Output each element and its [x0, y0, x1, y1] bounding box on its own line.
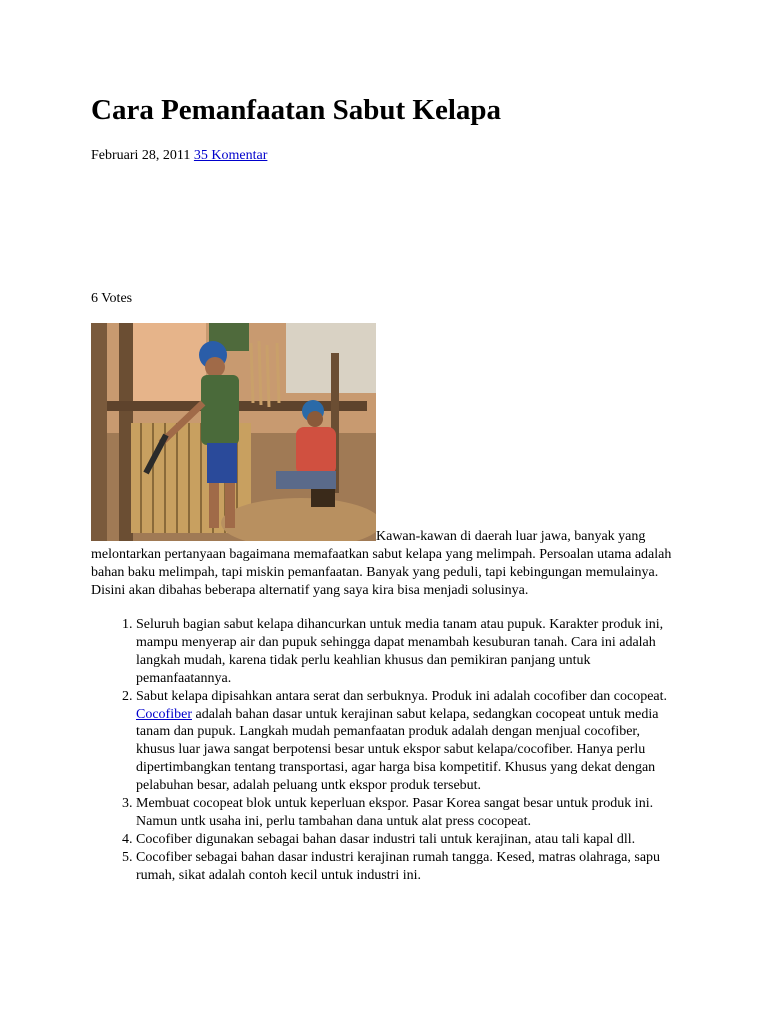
- list-item: [136, 688, 681, 795]
- intro-paragraph-2: Disini akan dibahas beberapa alternatif yang saya kira bisa menjadi solusinya.: [91, 583, 529, 598]
- comments-link[interactable]: 35 Komentar: [193, 148, 268, 163]
- post-meta: [91, 146, 267, 166]
- article-body: [91, 323, 681, 885]
- list-item-text: adalah bahan dasar untuk kerajinan sabut kelapa, sedangkan cocopeat untuk media tanam dan pupuk. Langkah mudah pemanfaatan produk adalah dengan menjual cocofiber, khusus luar jawa sangat berpotensi besar untuk ekspor sabut kelapa/cocofiber. Hanya perlu dipertimbangkan tentang transportasi, agar harga bisa kompetitif. Khusus yang dekat dengan pelabuhan besar, adalah peluang untk ekspor produk tersebut.: [136, 706, 659, 794]
- list-item: 4. Cocofiber digunakan sebagai bahan dasar industri tali untuk kerajinan, atau tali kapal dll.: [136, 831, 681, 849]
- post-date: Februari 28, 2011: [91, 148, 191, 163]
- article-title: Cara Pemanfaatan Sabut Kelapa: [91, 94, 502, 126]
- list-item: 3. Membuat cocopeat blok untuk keperluan ekspor. Pasar Korea sangat besar untuk produk ini. Namun untk usaha ini, perlu tambahan dana untuk alat press cocopeat.: [136, 795, 681, 831]
- alternatives-list: [91, 616, 681, 885]
- list-item: 5. Cocofiber sebagai bahan dasar industri kerajinan rumah tangga. Kesed, matras olahraga, sapu rumah, sikat adalah contoh kecil untuk industri ini.: [136, 849, 681, 885]
- list-item-text: Sabut kelapa dipisahkan antara serat dan serbuknya. Produk ini adalah cocofiber dan cocopeat.: [136, 688, 668, 704]
- intro-paragraph: melontarkan pertanyaan bagaimana memafaatkan sabut kelapa yang melimpah. Persoalan utama adalah bahan baku melimpah, tapi miskin pemanfaatan. Banyak yang peduli, tapi kebingungan memulainya.: [91, 547, 672, 580]
- intro-first-line: Kawan-kawan di daerah luar jawa, banyak yang: [376, 529, 646, 544]
- coir-workers-photo: [91, 323, 376, 541]
- cocofiber-link[interactable]: Cocofiber: [136, 706, 192, 722]
- list-item: 1. Seluruh bagian sabut kelapa dihancurkan untuk media tanam atau pupuk. Karakter produk ini, mampu menyerap air dan pupuk sehingga dapat menambah kesuburan tanah. Cara ini adalah langkah mudah, karena tidak perlu keahlian khusus dan pemikiran panjang untuk pemanfaatannya.: [136, 616, 681, 688]
- votes-count: 6 Votes: [91, 291, 133, 306]
